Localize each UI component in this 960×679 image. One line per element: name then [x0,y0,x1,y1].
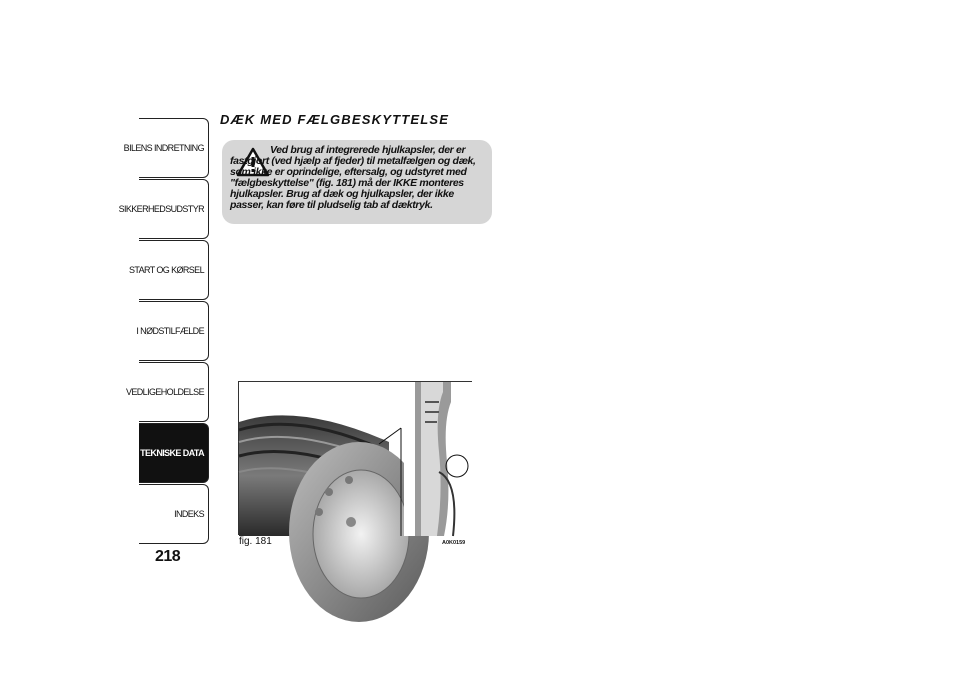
warning-text: Ved brug af integrerede hjulkapsler, der er fastgjort (ved hjælp af fjeder) til metalfælgen og dæk, som ikke er oprindelige, eftersalg, og udstyret med "fælgbeskyttelse" (fig. 181) må der IKKE monteres hjulkapsler. Brug af dæk og hjulkapsler, der ikke passer, kan føre til pludselig tab af dæktryk. [230,144,476,211]
tab-tekniske-data[interactable]: TEKNISKE DATA [139,423,209,483]
tire-illustration [239,382,473,536]
section-title: DÆK MED FÆLGBESKYTTELSE [220,112,450,127]
figure-code: A0K0159 [442,540,466,546]
tab-i-nodstilfaelde[interactable]: I NØDSTILFÆLDE [139,301,209,361]
tire-figure [238,381,472,535]
tab-bilens-indretning[interactable]: BILENS INDRETNING [139,118,209,178]
tab-start-og-korsel[interactable]: START OG KØRSEL [139,240,209,300]
warning-box [222,140,492,224]
tab-indeks[interactable]: INDEKS [139,484,209,544]
tab-sikkerhedsudstyr[interactable]: SIKKERHEDSUDSTYR [139,179,209,239]
tab-vedligeholdelse[interactable]: VEDLIGEHOLDELSE [139,362,209,422]
page-number: 218 [155,548,181,565]
figure-caption: fig. 181 [239,536,272,547]
